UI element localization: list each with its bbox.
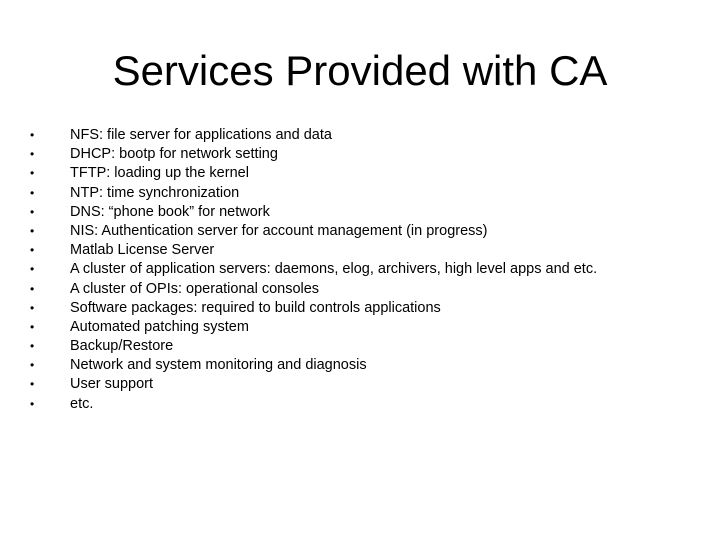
bullet-list [30, 126, 700, 414]
bullet-text: NTP: time synchronization [70, 184, 240, 201]
bullet-dot: • [30, 204, 35, 219]
bullet-dot: • [30, 377, 35, 392]
bullet-dot: • [30, 223, 35, 238]
bullet-text: A cluster of application servers: daemons, elog, archivers, high level apps and etc. [70, 261, 598, 278]
bullet-dot: • [30, 396, 35, 411]
bullet-dot: • [30, 339, 35, 354]
bullet-text: etc. [70, 395, 94, 412]
bullet-text: Software packages: required to build controls applications [70, 299, 441, 316]
bullet-dot: • [30, 281, 35, 296]
bullet-item [30, 222, 700, 241]
bullet-text: NFS: file server for applications and data [70, 127, 332, 143]
bullet-text: Automated patching system [70, 318, 249, 335]
bullet-dot: • [30, 319, 35, 334]
bullet-text: Network and system monitoring and diagnosis [70, 357, 367, 374]
bullet-item [30, 241, 700, 260]
bullet-text: A cluster of OPIs: operational consoles [70, 280, 320, 297]
bullet-item [30, 299, 700, 318]
bullet-item [30, 337, 700, 356]
bullet-item [30, 395, 700, 414]
bullet-dot: • [30, 128, 35, 142]
bullet-item [30, 375, 700, 394]
bullet-item [30, 126, 700, 145]
bullet-text: DHCP: bootp for network setting [70, 146, 278, 163]
bullet-item [30, 184, 700, 203]
bullet-item [30, 145, 700, 164]
bullet-item [30, 280, 700, 299]
slide-title: Services Provided with CA [112, 47, 608, 94]
bullet-dot: • [30, 147, 35, 162]
bullet-text: DNS: “phone book” for network [70, 203, 270, 220]
bullet-item [30, 356, 700, 375]
bullet-dot: • [30, 262, 35, 277]
bullet-dot: • [30, 358, 35, 373]
bullet-item [30, 164, 700, 183]
bullet-item [30, 260, 700, 279]
bullet-text: NIS: Authentication server for account management (in progress) [70, 222, 488, 239]
bullet-text: User support [70, 376, 154, 393]
bullet-text: TFTP: loading up the kernel [70, 165, 249, 182]
bullet-dot: • [30, 243, 35, 258]
bullet-item [30, 318, 700, 337]
bullet-dot: • [30, 166, 35, 181]
bullet-text: Matlab License Server [70, 242, 215, 259]
bullet-dot: • [30, 300, 35, 315]
bullet-dot: • [30, 185, 35, 200]
bullet-item [30, 203, 700, 222]
bullet-text: Backup/Restore [70, 338, 174, 355]
